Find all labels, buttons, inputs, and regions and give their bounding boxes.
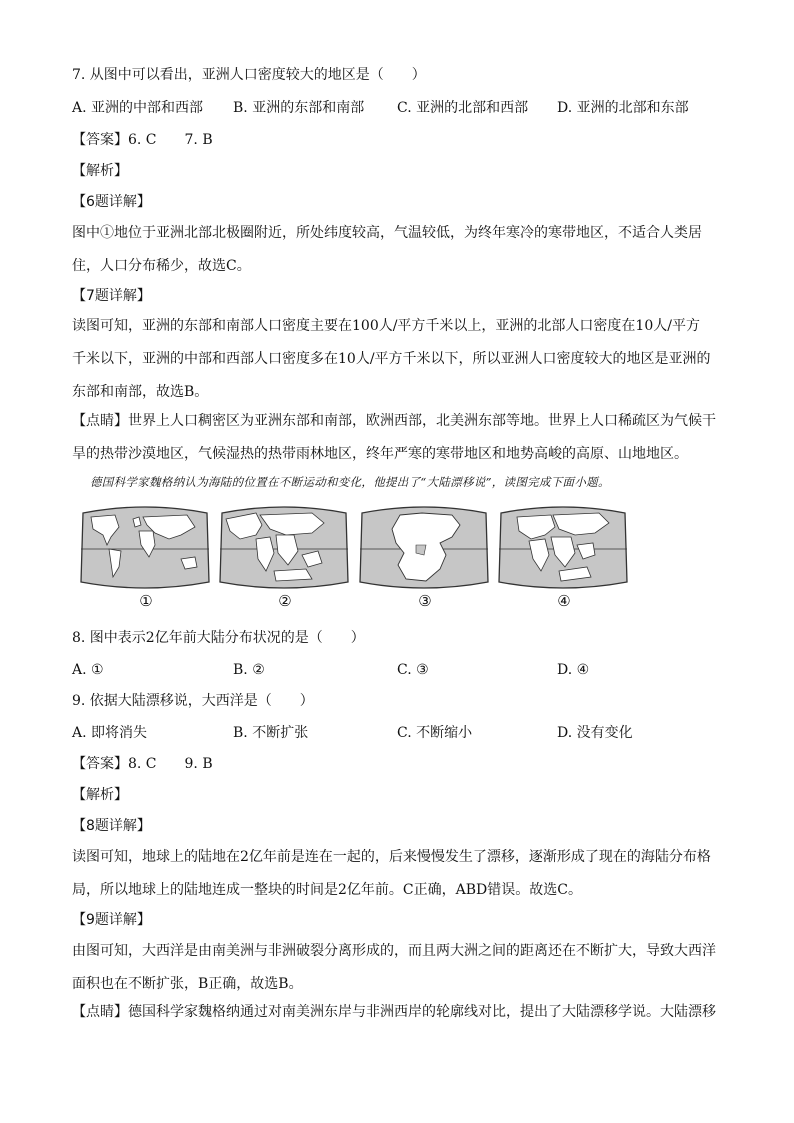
detail-7-line: 千米以下，亚洲的中部和西部人口密度多在10人/平方千米以下，所以亚洲人口密度较大的地区是亚洲的: [72, 351, 711, 367]
detail-9-body: [72, 935, 724, 1001]
tip-1-line: 世界上人口稠密区为亚洲东部和南部，欧洲西部，北美洲东部等地。世界上人口稀疏区为气候干: [128, 413, 716, 429]
tip-1-line: 旱的热带沙漠地区，气候湿热的热带雨林地区，终年严寒的寒带地区和地势高峻的高原、山地地区。: [72, 446, 688, 462]
detail-8-line: 局，所以地球上的陆地连成一整块的时间是2亿年前。C正确，ABD错误。故选C。: [72, 882, 582, 898]
tip-2-line: 德国科学家魏格纳通过对南美洲东岸与非洲西岸的轮廓线对比，提出了大陆漂移学说。大陆漂移: [128, 1004, 716, 1020]
answer-text: 6. C 7. B: [128, 132, 213, 148]
detail-6-line: 图中①地位于亚洲北部北极圈附近，所处纬度较高，气温较低，为终年寒冷的寒带地区，不适合人类居: [72, 225, 702, 241]
analysis-heading-1: 【解析】: [72, 163, 128, 179]
detail-9-line: 由图可知，大西洋是由南美洲与非洲破裂分离形成的，而且两大洲之间的距离还在不断扩大，导致大西洋: [72, 943, 716, 959]
detail-9-title: 【9题详解】: [72, 912, 151, 928]
detail-6-title: 【6题详解】: [72, 194, 151, 210]
q8-option-a: A. ①: [72, 662, 104, 678]
detail-6-body: [72, 217, 724, 283]
map-intro-text: 德国科学家魏格纳认为海陆的位置在不断运动和变化，他提出了“大陆漂移说”，读图完成下面小题。: [90, 475, 610, 489]
answer-tag: 【答案】: [72, 132, 128, 148]
q9-option-b: B. 不断扩张: [233, 725, 309, 741]
detail-7-line: 读图可知，亚洲的东部和南部人口密度主要在100人/平方千米以上，亚洲的北部人口密度在10人/平方: [72, 318, 700, 334]
q7-option-a: A. 亚洲的中部和西部: [72, 100, 204, 116]
q9-option-c: C. 不断缩小: [397, 725, 473, 741]
detail-7-body: [72, 310, 724, 409]
answer-text: 8. C 9. B: [128, 756, 213, 772]
q8-option-b: B. ②: [233, 662, 265, 678]
tip-1-body: [72, 405, 724, 471]
q7-option-b: B. 亚洲的东部和南部: [233, 100, 365, 116]
q7-option-c: C. 亚洲的北部和西部: [397, 100, 529, 116]
map-label-3: ③: [418, 592, 432, 610]
question-8-stem: 8. 图中表示2亿年前大陆分布状况的是（ ）: [72, 630, 365, 646]
map-1-present-day: [77, 505, 213, 590]
tip-2-body: [72, 996, 724, 1029]
q9-option-d: D. 没有变化: [557, 725, 633, 741]
map-2-early-drift: [216, 505, 352, 590]
map-label-1: ①: [139, 592, 153, 610]
map-label-4: ④: [557, 592, 571, 610]
tip-tag: 【点睛】: [72, 1004, 128, 1020]
tip-tag: 【点睛】: [72, 413, 128, 429]
answer-line-2: [72, 755, 213, 773]
detail-8-body: [72, 841, 724, 907]
q9-option-a: A. 即将消失: [72, 725, 148, 741]
answer-tag: 【答案】: [72, 756, 128, 772]
analysis-heading-2: 【解析】: [72, 787, 128, 803]
map-3-pangaea: [356, 505, 492, 590]
map-label-2: ②: [278, 592, 292, 610]
detail-7-title: 【7题详解】: [72, 288, 151, 304]
detail-7-line: 东部和南部，故选B。: [72, 384, 209, 400]
question-7-stem: 7. 从图中可以看出，亚洲人口密度较大的地区是（ ）: [72, 67, 426, 83]
q8-option-d: D. ④: [557, 662, 590, 678]
detail-6-line: 住，人口分布稀少，故选C。: [72, 258, 251, 274]
q8-option-c: C. ③: [397, 662, 429, 678]
answer-line-1: [72, 131, 213, 149]
question-9-stem: 9. 依据大陆漂移说，大西洋是（ ）: [72, 693, 314, 709]
map-4-breakup: [495, 505, 631, 590]
detail-8-line: 读图可知，地球上的陆地在2亿年前是连在一起的，后来慢慢发生了漂移，逐渐形成了现在的海陆分布格: [72, 849, 711, 865]
detail-9-line: 面积也在不断扩张，B正确，故选B。: [72, 976, 303, 992]
detail-8-title: 【8题详解】: [72, 818, 151, 834]
q7-option-d: D. 亚洲的北部和东部: [557, 100, 689, 116]
